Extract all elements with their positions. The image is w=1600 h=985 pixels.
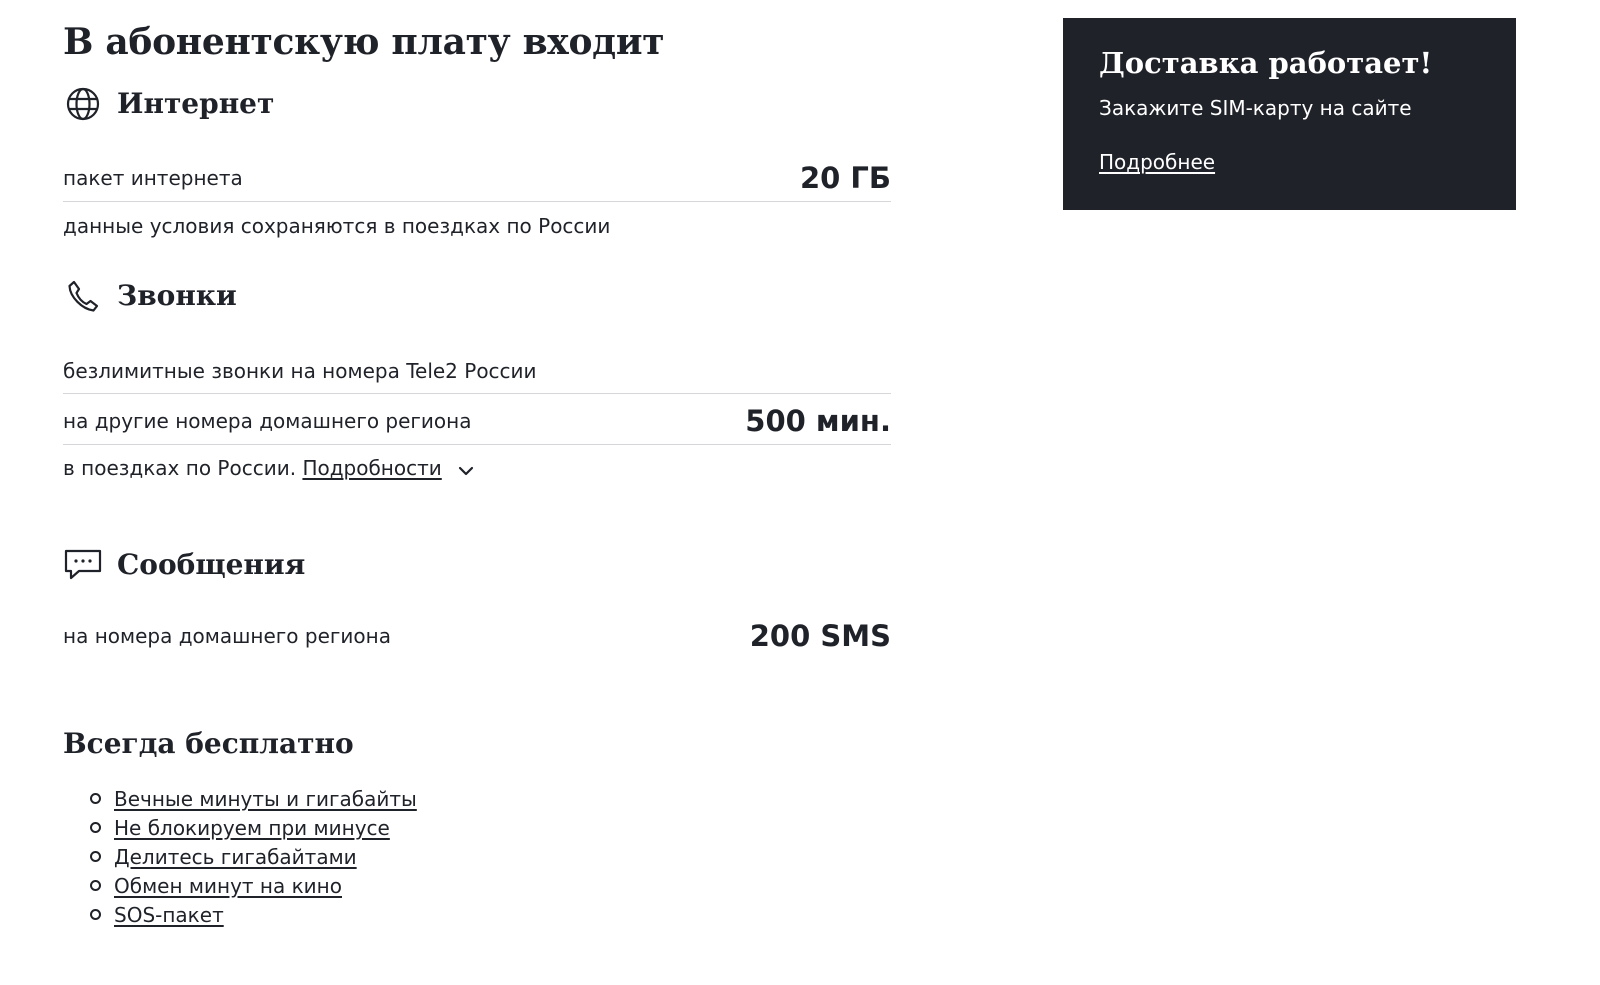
- bullet-icon: [90, 909, 101, 920]
- internet-travel-label: данные условия сохраняются в поездках по России: [63, 214, 611, 238]
- delivery-promo-banner: [1063, 18, 1516, 210]
- calls-section-title: Звонки: [117, 279, 237, 312]
- bullet-icon: [90, 793, 101, 804]
- bullet-icon: [90, 851, 101, 862]
- promo-title: Доставка работает!: [1099, 46, 1433, 80]
- internet-section-title: Интернет: [117, 87, 275, 120]
- free-link-eternal-minutes[interactable]: Вечные минуты и гигабайты: [114, 786, 417, 811]
- promo-more-link[interactable]: Подробнее: [1099, 150, 1216, 174]
- internet-package-label: пакет интернета: [63, 166, 243, 190]
- free-link-no-blocking[interactable]: Не блокируем при минусе: [114, 815, 390, 840]
- calls-home-region-value: 500 мин.: [745, 404, 891, 438]
- free-link-share-gigabytes[interactable]: Делитесь гигабайтами: [114, 844, 357, 869]
- calls-travel-text-wrap: [63, 456, 474, 482]
- messages-section-header: [63, 545, 305, 585]
- internet-section-header: [63, 84, 274, 124]
- chevron-down-icon[interactable]: [458, 458, 474, 482]
- phone-icon: [63, 276, 103, 316]
- list-item: [90, 900, 417, 929]
- calls-section-header: [63, 276, 237, 316]
- promo-text: Закажите SIM-карту на сайте: [1099, 96, 1412, 120]
- list-item: [90, 813, 417, 842]
- free-section-title: Всегда бесплатно: [63, 727, 354, 760]
- calls-details-link[interactable]: Подробности: [302, 456, 442, 481]
- list-item: [90, 842, 417, 871]
- calls-tele2-row: [63, 348, 891, 394]
- globe-icon: [63, 84, 103, 124]
- calls-travel-text: в поездках по России.: [63, 456, 297, 481]
- internet-package-value: 20 ГБ: [799, 161, 891, 195]
- messages-home-region-row: [63, 616, 891, 656]
- chat-bubble-icon: [63, 545, 103, 585]
- messages-section-title: Сообщения: [117, 548, 306, 581]
- internet-travel-row: [63, 206, 891, 246]
- list-item: [90, 784, 417, 813]
- messages-home-region-label: на номера домашнего региона: [63, 624, 391, 648]
- calls-home-region-row: [63, 398, 891, 445]
- bullet-icon: [90, 822, 101, 833]
- free-link-sos-package[interactable]: SOS-пакет: [114, 902, 224, 927]
- page-title: В абонентскую плату входит: [63, 21, 665, 63]
- list-item: [90, 871, 417, 900]
- free-link-minutes-for-cinema[interactable]: Обмен минут на кино: [114, 873, 342, 898]
- calls-tele2-label: безлимитные звонки на номера Tele2 России: [63, 358, 537, 383]
- bullet-icon: [90, 880, 101, 891]
- messages-home-region-value: 200 SMS: [749, 619, 891, 653]
- free-features-list: [90, 784, 417, 929]
- calls-home-region-label: на другие номера домашнего региона: [63, 409, 472, 433]
- internet-package-row: [63, 155, 891, 202]
- free-section-header: [63, 724, 354, 764]
- calls-travel-row: [63, 449, 891, 489]
